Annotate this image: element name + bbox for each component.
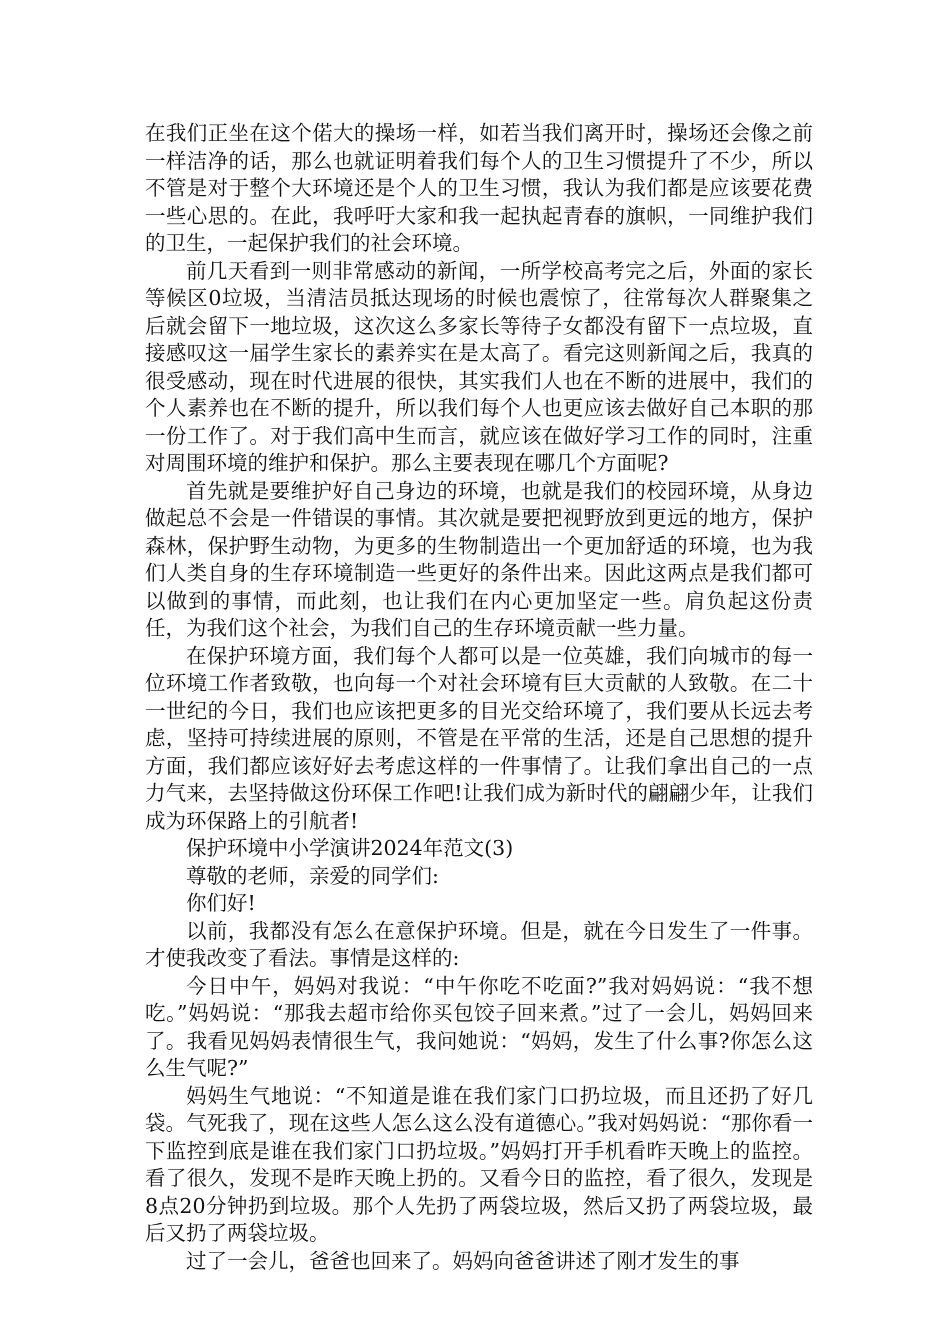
paragraph-7: 妈妈生气地说：“不知道是谁在我们家门口扔垃圾，而且还扔了好几袋。气死我了，现在这些人怎么这么没有道德心。”我对妈妈说：“那你看一下监控到底是谁在我们家门口扔垃圾。”妈妈打开手机看昨天晚上的监控。看了很久，发现不是昨天晚上扔的。又看今日的监控，看了很久，发现是8点20分钟扔到垃圾。那个人先扔了两袋垃圾，然后又扔了两袋垃圾，最后又扔了两袋垃圾。 (145, 1083, 813, 1245)
greeting: 你们好! (186, 891, 256, 915)
paragraph-1: 在我们正坐在这个偌大的操场一样，如若当我们离开时，操场还会像之前一样洁净的话，那么也就证明着我们每个人的卫生习惯提升了不少，所以不管是对于整个大环境还是个人的卫生习惯，我认为我们都是应该要花费一些心思的。在此，我呼吁大家和我一起执起青春的旗帜，一同维护我们的卫生，一起保护我们的社会环境。 (145, 121, 813, 255)
paragraph-4: 在保护环境方面，我们每个人都可以是一位英雄，我们向城市的每一位环境工作者致敬，也向每一个对社会环境有巨大贡献的人致敬。在二十一世纪的今日，我们也应该把更多的目光交给环境了，我们要从长远去考虑，坚持可持续进展的原则，不管是在平常的生活，还是自己思想的提升方面，我们都应该好好去考虑这样的一件事情了。让我们拿出自己的一点力气来，去坚持做这份环保工作吧!让我们成为新时代的翩翩少年，让我们成为环保路上的引航者! (145, 643, 813, 833)
salutation: 尊敬的老师，亲爱的同学们: (186, 863, 439, 888)
paragraph-3: 首先就是要维护好自己身边的环境，也就是我们的校园环境，从身边做起总不会是一件错误的事情。其次就是要把视野放到更远的地方，保护森林，保护野生动物，为更多的生物制造出一个更加舒适的环境，也为我们人类自身的生存环境制造一些更好的条件出来。因此这两点是我们都可以做到的事情，而此刻，也让我们在内心更加坚定一些。肩负起这份责任，为我们这个社会，为我们自己的生存环境贡献一些力量。 (145, 478, 813, 640)
section-heading: 保护环境中小学演讲2024年范文(3) (186, 836, 514, 860)
paragraph-5: 以前，我都没有怎么在意保护环境。但是，就在今日发生了一件事。才使我改变了看法。事情是这样的: (145, 918, 813, 970)
paragraph-8: 过了一会儿，爸爸也回来了。妈妈向爸爸讲述了刚才发生的事 (186, 1248, 740, 1273)
paragraph-6: 今日中午，妈妈对我说：“中午你吃不吃面?”我对妈妈说：“我不想吃。”妈妈说：“那我去超市给你买包饺子回来煮。”过了一会儿，妈妈回来了。我看见妈妈表情很生气，我问她说：“妈妈，发生了什么事?你怎么这么生气呢?” (145, 973, 813, 1080)
paragraph-2: 前几天看到一则非常感动的新闻，一所学校高考完之后，外面的家长等候区0垃圾，当清洁员抵达现场的时候也震惊了，往常每次人群聚集之后就会留下一地垃圾，这次这么多家长等待子女都没有留下一点垃圾，直接感叹这一届学生家长的素养实在是太高了。看完这则新闻之后，我真的很受感动，现在时代进展的很快，其实我们人也在不断的进展中，我们的个人素养也在不断的提升，所以我们每个人也更应该去做好自己本职的那一份工作了。对于我们高中生而言，就应该在做好学习工作的同时，注重对周围环境的维护和保护。那么主要表现在哪几个方面呢? (145, 258, 813, 475)
document-body (145, 120, 813, 1275)
